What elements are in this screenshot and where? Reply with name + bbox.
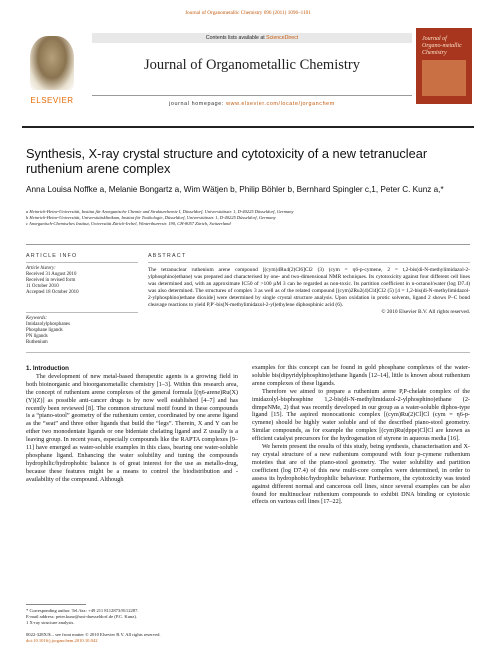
contents-text: Contents lists available at bbox=[205, 35, 267, 41]
issn-line: 0022-328X/$ – see front matter © 2010 Elsevier B.V. All rights reserved. bbox=[26, 632, 161, 637]
paragraph: The development of new metal-based therapeutic agents is a growing field in both bioinorganic and bioorganometallic chemistry [1–3]. Within this research area, the concept of ruthenium arene complexes of the general formula [(η6-arene)Ru(X)(Y)(Z)] as possible anti-cancer drugs is by now well established [4–7] and has recently been reviewed [8]. The common structural motif found in these compounds is a “piano-stool” geometry of the ruthenium center, coordinated by one arene ligand as the “seat” and three other ligands that build the “legs”. Therein, X and Y can be either two monodentate ligands or one bidentate chelating ligand and Z usually is a leaving group. In recent years, especially compounds like the RAPTA complexes [9–11] have emerged as water-soluble examples in this class, bearing one water-soluble phosphane ligand. Enhancing the water solubility and tuning the compounds hydrophilic/hydrophobic balance is of great interest for the use as metallo-drug, because these features might be a means to control the biodistribution and -availability of the compound. Although bbox=[26, 372, 238, 483]
keyword: Imidazolylphosphanes bbox=[26, 322, 71, 327]
history-accepted: Accepted 18 October 2010 bbox=[26, 290, 79, 295]
footnote-email: E-mail address: peter.kunz@uni-duesseldorf.de (P.C. Kunz). bbox=[26, 613, 138, 619]
abstract-body bbox=[148, 267, 470, 316]
cover-title: Journal of Organo-metallic Chemistry bbox=[422, 36, 462, 56]
journal-citation: Journal of Organometallic Chemistry 696 (2011) 1096–1101 bbox=[185, 10, 311, 16]
body-column-left bbox=[26, 365, 238, 484]
footnote-divider bbox=[26, 604, 86, 605]
divider bbox=[26, 352, 470, 353]
journal-masthead bbox=[22, 22, 474, 128]
history-revised-date: 11 October 2010 bbox=[26, 284, 59, 289]
affiliation-b: b Heinrich-Heine-Universität, Universitätsklinikum, Institut für Toxikologie, Düsseldorf, Universitätsstr. 1, D-40225 Düsseldorf, Germany bbox=[26, 215, 276, 220]
keywords-label: Keywords: bbox=[26, 316, 48, 321]
journal-homepage bbox=[92, 95, 412, 107]
article-info-heading: ARTICLE INFO bbox=[26, 253, 78, 259]
paragraph: examples for this concept can be found in gold phosphane complexes of the water-soluble bis(dipyridylphosphino)ethane ligands [12–14], little is known about ruthenium arene complexes of these ligands. bbox=[252, 364, 470, 387]
history-revised: Received in revised form bbox=[26, 278, 76, 283]
bottom-info bbox=[26, 632, 326, 644]
paragraph: Therefore we aimed to prepare a ruthenium arene P,P-chelate complex of the imidazolyl-bisphosphine 1,2-bis(di-N-methylimidazol-2-ylphosphino)ethane (2-dimpeNMe, 2) that was recently developed in our group as a water-soluble diphos-type ligand [15]. The aspired monocationic complex [(cym)Ru(2)Cl]Cl (cym = η6-p-cymene) should be highly water soluble and of the described piano-stool geometry. Similar compounds, as for example the complex [(cym)Ru(dppe)Cl]Cl are known as efficient catalyst precursors for the hydrogenation of styrene in aqueous media [16]. bbox=[252, 387, 470, 443]
journal-title: Journal of Organometallic Chemistry bbox=[144, 57, 360, 73]
author-list: Anna Louisa Noffke a, Melanie Bongartz a, Wim Wätjen b, Philip Böhler b, Bernhard Spingler c,1, Peter C. Kunz a,* bbox=[26, 185, 444, 194]
history-received: Received 31 August 2010 bbox=[26, 272, 77, 277]
keyword: Phosphane ligands bbox=[26, 328, 63, 333]
body-column-right bbox=[252, 364, 470, 506]
homepage-link[interactable]: www.elsevier.com/locate/jorganchem bbox=[226, 101, 335, 107]
publisher-name: ELSEVIER bbox=[30, 96, 74, 105]
keyword: Ruthenium bbox=[26, 340, 48, 345]
divider bbox=[26, 312, 138, 313]
history-label: Article history: bbox=[26, 266, 56, 271]
masthead-center bbox=[92, 33, 412, 115]
affiliations bbox=[26, 209, 466, 227]
abstract-text: The tetranuclear ruthenium arene compound [(cym)4Ru4(2)Cl6]Cl2 (3) (cym = η6-p-cymene, 2 = t,2-bis(di-N-methylimidazol-2-ylphosphino)ethane) was prepared and characterised by one- and two-dimensional NMR techniques. Its cytotoxicity against four different cell lines was determined and, with an approximate IC50 of >100 µM 3 can be regarded as non-toxic. Its partition coefficient in n-octanol/water (log D7.4) was also determined. The structures of complex 3 as well as of the related compound [(cym)2Ru2(4)Cl4]Cl2 (5) [4 = 1,2-bis(di-N-methylimidazol-2-ylphosphino)ethane dioxide] were determined by single crystal structure analysis. Upon oxidation in protic solvents, ligand 2 shows P–C bond cleavage reactions to yield P,P′-bis(N-methylimidazol-2-yl)ethylene diphosphinic acid (6). bbox=[148, 267, 470, 308]
divider bbox=[148, 262, 470, 263]
elsevier-tree-icon bbox=[30, 36, 74, 90]
journal-cover-image bbox=[416, 28, 472, 104]
footnote-xray: 1 X-ray structure analysis. bbox=[26, 619, 75, 625]
divider bbox=[26, 262, 138, 263]
contents-line bbox=[92, 33, 412, 43]
sciencedirect-link[interactable]: ScienceDirect bbox=[266, 35, 299, 41]
keywords bbox=[26, 316, 138, 346]
article-history bbox=[26, 266, 138, 296]
keyword: PN ligands bbox=[26, 334, 48, 339]
paragraph: We herein present the results of this study, being synthesis, characterisation and X-ray crystal structure of a new ruthenium compound with four p-cymene ruthenium moieties that are of the piano-stool geometry. The water solubility and partition coefficient (log D7.4) of this new multi-core complex were determined, in order to assess its hydrophobic/hydrophilic behaviour. Furthermore, the cytotoxicity was tested against different normal and cancerous cell lines, since several examples can be also found for multinuclear ruthenium compounds to exhibit DNA binding or cytotoxic effects on various cell lines [17–22]. bbox=[252, 443, 470, 506]
footnote-corresponding: * Corresponding author. Tel./fax: +49 211 8112873/8112287. bbox=[26, 608, 139, 613]
section-heading: 1. Introduction bbox=[26, 365, 69, 372]
doi-link[interactable]: doi:10.1016/j.jorganchem.2010.10.042 bbox=[26, 637, 98, 643]
cover-graphic bbox=[422, 60, 466, 96]
affiliation-c: c Anorganisch-Chemisches Institut, Universität Zürich-Irchel, Winterthurerstr. 190, CH-8057 Zürich, Switzerland bbox=[26, 221, 231, 226]
article-title: Synthesis, X-ray crystal structure and cytotoxicity of a new tetranuclear ruthenium arene complex bbox=[26, 146, 428, 176]
abstract-heading: ABSTRACT bbox=[148, 253, 187, 259]
footnotes bbox=[26, 608, 238, 625]
affiliation-a: a Heinrich-Heine-Universität, Institut für Anorganische Chemie und Strukturchemie I, Düsseldorf, Universitätsstr. 1, D-40225 Düsseldorf, Germany bbox=[26, 209, 294, 214]
divider bbox=[26, 244, 470, 245]
homepage-label: journal homepage: bbox=[169, 101, 227, 107]
copyright: © 2010 Elsevier B.V. All rights reserved. bbox=[381, 309, 470, 315]
elsevier-logo bbox=[22, 32, 82, 112]
